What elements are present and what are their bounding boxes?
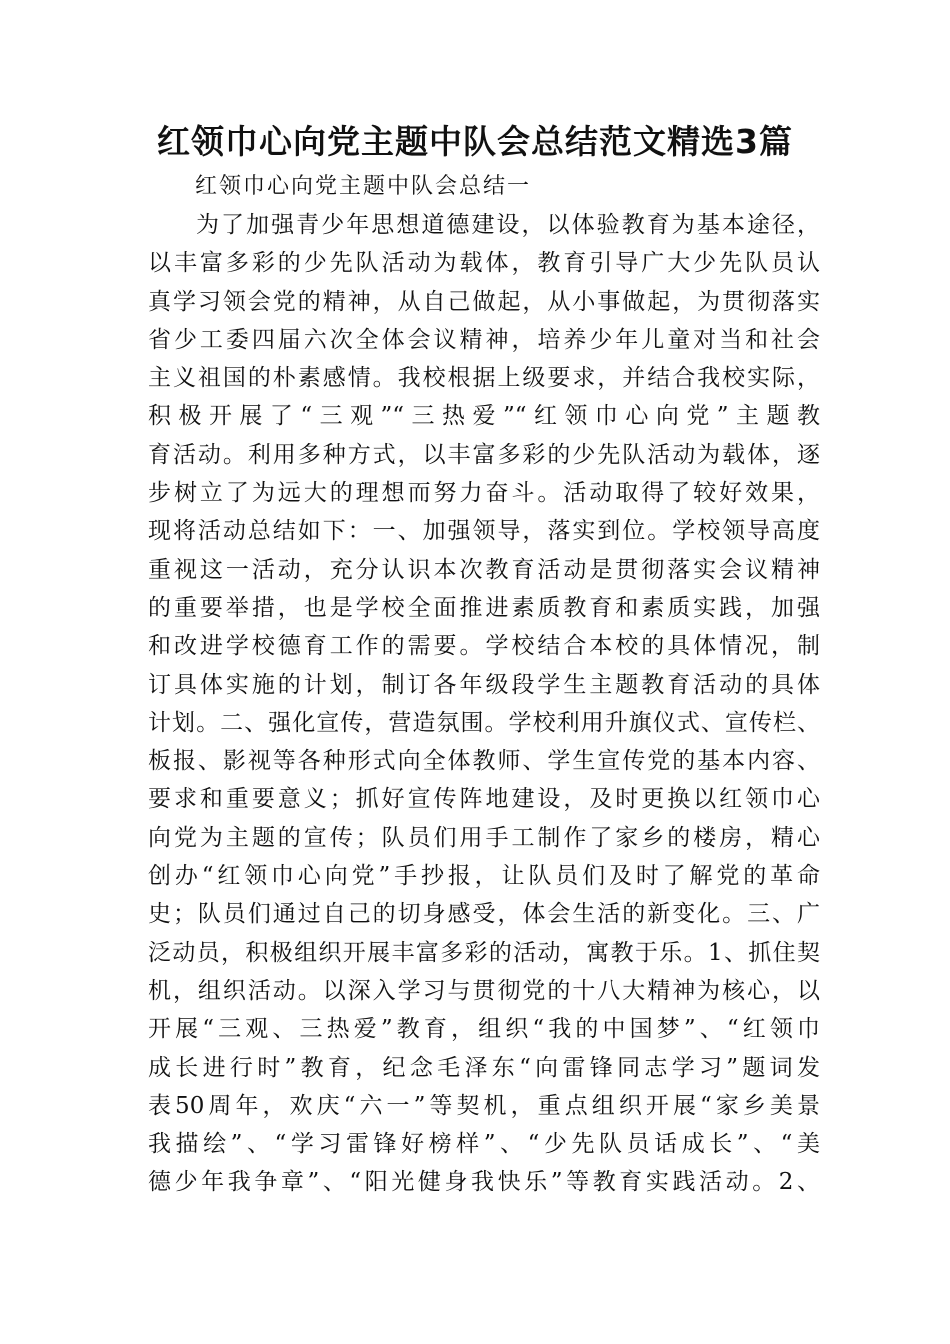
body-line: 以丰富多彩的少先队活动为载体，教育引导广大少先队员认 — [148, 250, 820, 277]
body-line: 我描绘”、“学习雷锋好榜样”、“少先队员话成长”、“美 — [148, 1131, 820, 1158]
body-line: 和改进学校德育工作的需要。学校结合本校的具体情况，制 — [148, 633, 820, 660]
body-line: 泛动员，积极组织开展丰富多彩的活动，寓教于乐。1、抓住契 — [148, 939, 820, 966]
body-line: 主义祖国的朴素感情。我校根据上级要求，并结合我校实际， — [148, 365, 820, 392]
body-line: 积极开展了“三观”“三热爱”“红领巾心向党”主题教 — [148, 403, 820, 430]
body-line: 成长进行时”教育，纪念毛泽东“向雷锋同志学习”题词发 — [148, 1054, 820, 1081]
body-line: 为了加强青少年思想道德建设，以体验教育为基本途径， — [196, 212, 820, 238]
body-line: 要求和重要意义；抓好宣传阵地建设，及时更换以红领巾心 — [148, 786, 820, 813]
body-line: 创办“红领巾心向党”手抄报，让队员们及时了解党的革命 — [148, 863, 820, 890]
body-line: 重视这一活动，充分认识本次教育活动是贯彻落实会议精神 — [148, 556, 820, 583]
body-line: 步树立了为远大的理想而努力奋斗。活动取得了较好效果， — [148, 480, 820, 507]
body-line: 的重要举措，也是学校全面推进素质教育和素质实践，加强 — [148, 594, 820, 621]
body-line: 向党为主题的宣传；队员们用手工制作了家乡的楼房，精心 — [148, 824, 820, 851]
body-line: 表50周年，欢庆“六一”等契机，重点组织开展“家乡美景 — [148, 1092, 820, 1119]
body-line: 订具体实施的计划，制订各年级段学生主题教育活动的具体 — [148, 671, 820, 698]
body-line: 计划。二、强化宣传，营造氛围。学校利用升旗仪式、宣传栏、 — [148, 709, 820, 736]
body-line: 机，组织活动。以深入学习与贯彻党的十八大精神为核心，以 — [148, 977, 820, 1004]
body-line: 史；队员们通过自己的切身感受，体会生活的新变化。三、广 — [148, 901, 820, 928]
section-heading: 红领巾心向党主题中队会总结一 — [195, 174, 532, 199]
body-line: 育活动。利用多种方式，以丰富多彩的少先队活动为载体，逐 — [148, 441, 820, 468]
body-paragraph — [148, 206, 820, 1202]
body-line: 板报、影视等各种形式向全体教师、学生宣传党的基本内容、 — [148, 748, 820, 775]
body-line: 开展“三观、三热爱”教育，组织“我的中国梦”、“红领巾 — [148, 1016, 820, 1043]
body-line: 现将活动总结如下：一、加强领导，落实到位。学校领导高度 — [148, 518, 820, 545]
body-line: 真学习领会党的精神，从自己做起，从小事做起，为贯彻落实 — [148, 288, 820, 315]
body-line: 德少年我争章”、“阳光健身我快乐”等教育实践活动。2、 — [148, 1169, 820, 1196]
body-line: 省少工委四届六次全体会议精神，培养少年儿童对当和社会 — [148, 326, 820, 353]
document-title: 红领巾心向党主题中队会总结范文精选3篇 — [157, 122, 793, 161]
